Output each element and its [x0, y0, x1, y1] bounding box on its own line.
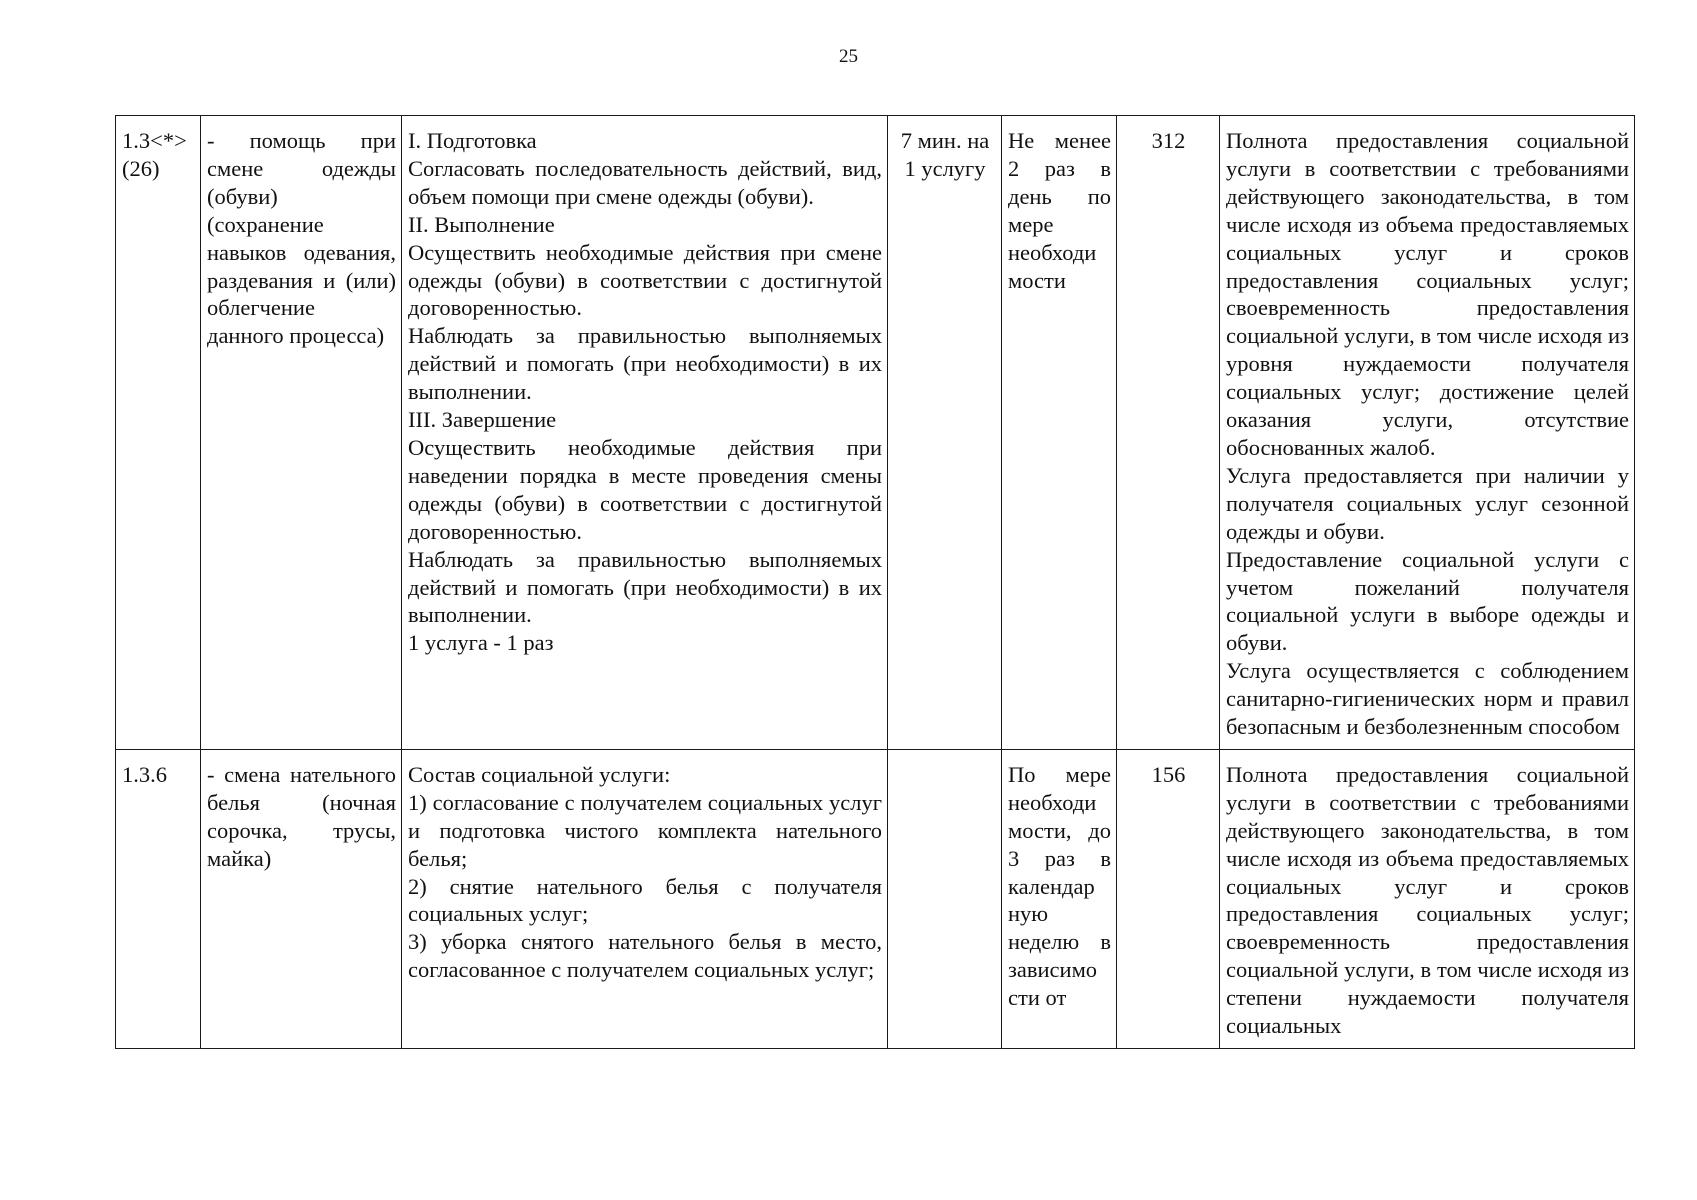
service-frequency: По мере необходи мости, до 3 раз в календар ную неделю в зависимо сти от [1008, 761, 1111, 1011]
description-line: Осуществить необходимые действия при смене одежды (обуви) в соответствии с достигнутой договоренностью. [408, 239, 882, 321]
service-description-cell [402, 749, 888, 1048]
description-line: II. Выполнение [408, 211, 555, 237]
description-line: Согласовать последовательность действий, вид, объем помощи при смене одежды (обуви). [408, 155, 882, 209]
criteria-paragraph: Услуга осуществляется с соблюдением санитарно-гигиенических норм и правил безопасным и безболезненным способом [1226, 658, 1629, 740]
description-line: 3) уборка снятого нательного белья в место, согласованное с получателем социальных услуг; [408, 929, 882, 983]
criteria-paragraph: Полнота предоставления социальной услуги в соответствии с требованиями действующего законодательства, в том числе исходя из объема предоставляемых социальных услуг и сроков предоставления социальных услуг; своевременность предоставления социальной услуги, в том числе исходя из степени нуждаемости получателя социальных [1226, 761, 1629, 1039]
page-number: 25 [839, 46, 858, 67]
criteria-paragraph: Полнота предоставления социальной услуги в соответствии с требованиями действующего законодательства, в том числе исходя из объема предоставляемых социальных услуг и сроков предоставления социальных услуг; своевременность предоставления социальной услуги, в том числе исходя из уровня нуждаемости получателя социальных услуг; достижение целей оказания услуги, отсутствие обоснованных жалоб. [1226, 128, 1629, 460]
description-line: Состав социальной услуги: [408, 761, 671, 787]
service-time: 7 мин. на 1 услугу [900, 128, 990, 181]
criteria-paragraph: Услуга предоставляется при наличии у получателя социальных услуг сезонной одежды и обуви. [1226, 462, 1629, 544]
service-name-cell [201, 116, 402, 750]
description-line: Осуществить необходимые действия при наведении порядка в месте проведения смены одежды (обуви) в соответствии с достигнутой договоренностью. [408, 434, 882, 544]
services-table [115, 115, 1635, 1049]
service-name-cell [201, 749, 402, 1048]
service-number-cell [116, 749, 201, 1048]
table-row [116, 749, 1635, 1048]
description-line: I. Подготовка [408, 128, 537, 153]
service-number: 1.3.6 [122, 761, 167, 787]
description-line: Наблюдать за правильностью выполняемых действий и помогать (при необходимости) в их выполнении. [408, 546, 882, 628]
service-number-cell [116, 116, 201, 750]
description-line: Наблюдать за правильностью выполняемых действий и помогать (при необходимости) в их выполнении. [408, 323, 882, 405]
service-description-cell [402, 116, 888, 750]
description-line: III. Завершение [408, 407, 557, 433]
description-line: 2) снятие нательного белья с получателя социальных услуг; [408, 873, 882, 927]
service-count-cell [1117, 116, 1220, 750]
service-frequency-cell [1002, 116, 1117, 750]
table-row [116, 116, 1635, 750]
service-count: 312 [1151, 128, 1186, 153]
service-name: - помощь при смене одежды (обуви) (сохранение навыков одевания, раздевания и (или) облегчение данного процесса) [207, 128, 396, 349]
service-frequency: Не менее 2 раз в день по мере необходи мости [1008, 128, 1111, 293]
service-time-cell [888, 749, 1002, 1048]
service-number: 1.3<*> (26) [122, 128, 187, 181]
description-line: 1) согласование с получателем социальных услуг и подготовка чистого комплекта нательного белья; [408, 789, 882, 871]
service-criteria-cell [1220, 749, 1635, 1048]
description-line: 1 услуга - 1 раз [408, 630, 554, 656]
service-name: - смена нательного белья (ночная сорочка, трусы, майка) [207, 761, 396, 871]
service-frequency-cell [1002, 749, 1117, 1048]
service-time-cell [888, 116, 1002, 750]
service-criteria-cell [1220, 116, 1635, 750]
service-count-cell [1117, 749, 1220, 1048]
service-count: 156 [1151, 761, 1186, 787]
criteria-paragraph: Предоставление социальной услуги с учетом пожеланий получателя социальной услуги в выборе одежды и обуви. [1226, 546, 1629, 656]
